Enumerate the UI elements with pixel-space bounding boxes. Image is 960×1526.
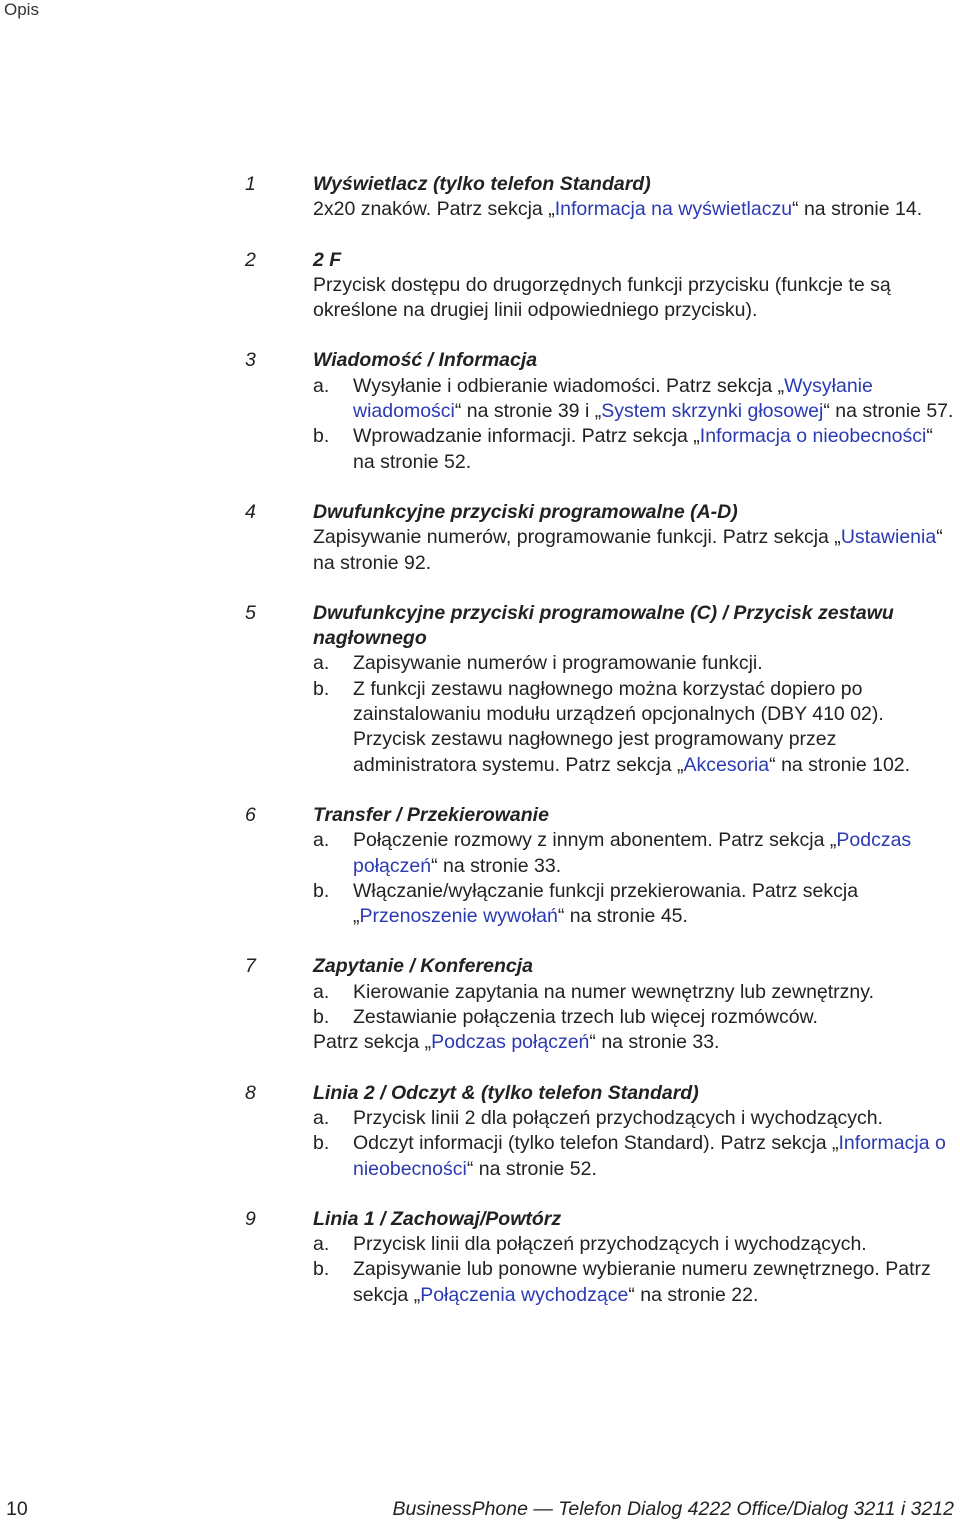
item-title: Zapytanie / Konferencja [313, 955, 533, 978]
item-title: Wiadomość / Informacja [313, 349, 538, 372]
description-list [245, 172, 957, 1333]
cross-reference-link[interactable]: Przenoszenie wywołań [359, 905, 558, 928]
item-body [313, 172, 957, 223]
text-fragment: “ na stronie 57. [823, 400, 954, 423]
line-label: b. [313, 425, 330, 448]
item-line [313, 1030, 957, 1055]
line-text [353, 1257, 957, 1308]
item-title: Linia 2 / Odczyt & (tylko telefon Standard) [313, 1081, 699, 1104]
item-line [313, 828, 957, 879]
text-fragment: Przycisk linii 2 dla połączeń przychodzących i wychodzących. [353, 1106, 883, 1129]
list-item [245, 1081, 957, 1182]
cross-reference-link[interactable]: Informacja o nieobecności [699, 425, 927, 448]
section-header: Opis [4, 0, 39, 19]
list-item [245, 1207, 957, 1308]
text-fragment: “ na stronie 92. [313, 526, 943, 574]
line-label: b. [313, 1132, 330, 1155]
text-fragment: Kierowanie zapytania na numer wewnętrzny lub zewnętrzny. [353, 980, 874, 1003]
line-text [353, 1106, 883, 1131]
item-line [313, 980, 957, 1005]
line-text [353, 677, 957, 778]
text-fragment: Z funkcji zestawu nagłownego można korzystać dopiero po zainstalowaniu modułu urządzeń opcjonalnych (DBY 410 02). Przycisk zestawu nagłownego jest programowany przez administratora systemu. Patrz sekcja „ [353, 677, 884, 776]
text-fragment: Zapisywanie numerów, programowanie funkcji. Patrz sekcja „ [313, 526, 841, 549]
text-fragment: Zestawianie połączenia trzech lub więcej rozmówców. [353, 1006, 818, 1029]
item-line [313, 424, 957, 475]
text-fragment: “ na stronie 22. [628, 1283, 759, 1306]
line-label: a. [313, 374, 330, 397]
text-fragment: “ na stronie 52. [353, 425, 933, 473]
text-fragment: Zapisywanie numerów i programowanie funkcji. [353, 652, 763, 675]
item-body [313, 954, 957, 1055]
cross-reference-link[interactable]: System skrzynki głosowej [601, 400, 824, 423]
item-title: 2 F [313, 248, 342, 271]
text-fragment: Przycisk dostępu do drugorzędnych funkcji przycisku (funkcje te są określone na drugiej linii odpowiedniego przycisku). [313, 273, 891, 322]
list-item [245, 954, 957, 1055]
item-line [313, 1232, 957, 1257]
text-fragment: 2x20 znaków. Patrz sekcja „ [313, 198, 555, 221]
line-text [313, 525, 957, 576]
line-text [313, 273, 957, 324]
item-number: 2 [245, 248, 256, 271]
item-title: Dwufunkcyjne przyciski programowalne (C) / Przycisk zestawu nagłownego [313, 601, 894, 650]
text-fragment: Patrz sekcja „ [313, 1031, 432, 1054]
item-number: 6 [245, 803, 256, 826]
item-line [313, 374, 957, 425]
item-line [313, 1131, 957, 1182]
line-text [353, 1131, 957, 1182]
list-item [245, 803, 957, 929]
item-line [313, 1106, 957, 1131]
item-body [313, 248, 957, 324]
page-number: 10 [6, 1498, 28, 1520]
item-line [313, 879, 957, 930]
item-number: 3 [245, 349, 256, 372]
line-text [353, 879, 957, 930]
line-text [353, 828, 957, 879]
line-label: a. [313, 1106, 330, 1129]
item-body [313, 500, 957, 576]
text-fragment: “ na stronie 52. [466, 1157, 597, 1180]
item-number: 8 [245, 1081, 256, 1104]
item-number: 4 [245, 500, 256, 523]
text-fragment: “ na stronie 39 i „ [454, 400, 602, 423]
item-body [313, 601, 957, 778]
item-body [313, 803, 957, 929]
item-line [313, 525, 957, 576]
list-item [245, 348, 957, 474]
cross-reference-link[interactable]: Ustawienia [840, 526, 937, 549]
text-fragment: Wprowadzanie informacji. Patrz sekcja „ [353, 425, 700, 448]
list-item [245, 601, 957, 778]
line-label: b. [313, 1258, 330, 1281]
text-fragment: Włączanie/wyłączanie funkcji przekierowania. Patrz sekcja „ [353, 879, 859, 928]
item-body [313, 1081, 957, 1182]
item-title: Wyświetlacz (tylko telefon Standard) [313, 173, 651, 195]
text-fragment: “ na stronie 102. [769, 753, 911, 776]
list-item [245, 172, 957, 223]
item-line [313, 273, 957, 324]
item-title: Dwufunkcyjne przyciski programowalne (A-D) [313, 500, 738, 523]
line-text [353, 424, 957, 475]
cross-reference-link[interactable]: Podczas połączeń [431, 1031, 590, 1054]
line-label: b. [313, 677, 330, 700]
cross-reference-link[interactable]: Podczas połączeń [353, 829, 912, 877]
line-text [313, 1030, 719, 1055]
cross-reference-link[interactable]: Akcesoria [683, 753, 770, 776]
line-label: b. [313, 879, 330, 902]
line-text [353, 1232, 867, 1257]
text-fragment: Przycisk linii dla połączeń przychodzących i wychodzących. [353, 1233, 867, 1256]
item-line [313, 1257, 957, 1308]
line-label: a. [313, 1233, 330, 1256]
text-fragment: Wysyłanie i odbieranie wiadomości. Patrz sekcja „ [353, 374, 785, 397]
item-line [313, 651, 957, 676]
line-text [353, 980, 874, 1005]
item-body [313, 1207, 957, 1308]
text-fragment: “ na stronie 14. [792, 198, 923, 221]
item-line [313, 1005, 957, 1030]
line-label: b. [313, 1006, 330, 1029]
item-title: Linia 1 / Zachowaj/Powtórz [313, 1207, 562, 1230]
item-number: 9 [245, 1207, 256, 1230]
line-text [353, 374, 957, 425]
line-label: a. [313, 980, 330, 1003]
item-number: 5 [245, 601, 256, 624]
item-line [313, 197, 957, 222]
text-fragment: Połączenie rozmowy z innym abonentem. Patrz sekcja „ [353, 829, 837, 852]
list-item [245, 248, 957, 324]
cross-reference-link[interactable]: Informacja na wyświetlaczu [554, 198, 793, 221]
list-item [245, 500, 957, 576]
item-line [313, 677, 957, 778]
cross-reference-link[interactable]: Informacja o nieobecności [353, 1132, 946, 1180]
line-text [353, 651, 763, 676]
item-number: 1 [245, 173, 256, 195]
line-text [353, 1005, 818, 1030]
text-fragment: “ na stronie 33. [431, 854, 562, 877]
line-label: a. [313, 829, 330, 852]
footer-title: BusinessPhone — Telefon Dialog 4222 Office/Dialog 3211 i 3212 [392, 1498, 954, 1520]
line-text [313, 197, 922, 222]
text-fragment: Zapisywanie lub ponowne wybieranie numeru zewnętrznego. Patrz sekcja „ [353, 1258, 931, 1306]
item-body [313, 348, 957, 474]
cross-reference-link[interactable]: Połączenia wychodzące [420, 1283, 629, 1306]
item-number: 7 [245, 955, 256, 978]
text-fragment: Odczyt informacji (tylko telefon Standard). Patrz sekcja „ [353, 1132, 839, 1155]
line-label: a. [313, 652, 330, 675]
text-fragment: “ na stronie 45. [557, 905, 688, 928]
cross-reference-link[interactable]: Wysyłanie wiadomości [353, 374, 873, 423]
text-fragment: “ na stronie 33. [589, 1031, 720, 1054]
item-title: Transfer / Przekierowanie [313, 803, 549, 826]
